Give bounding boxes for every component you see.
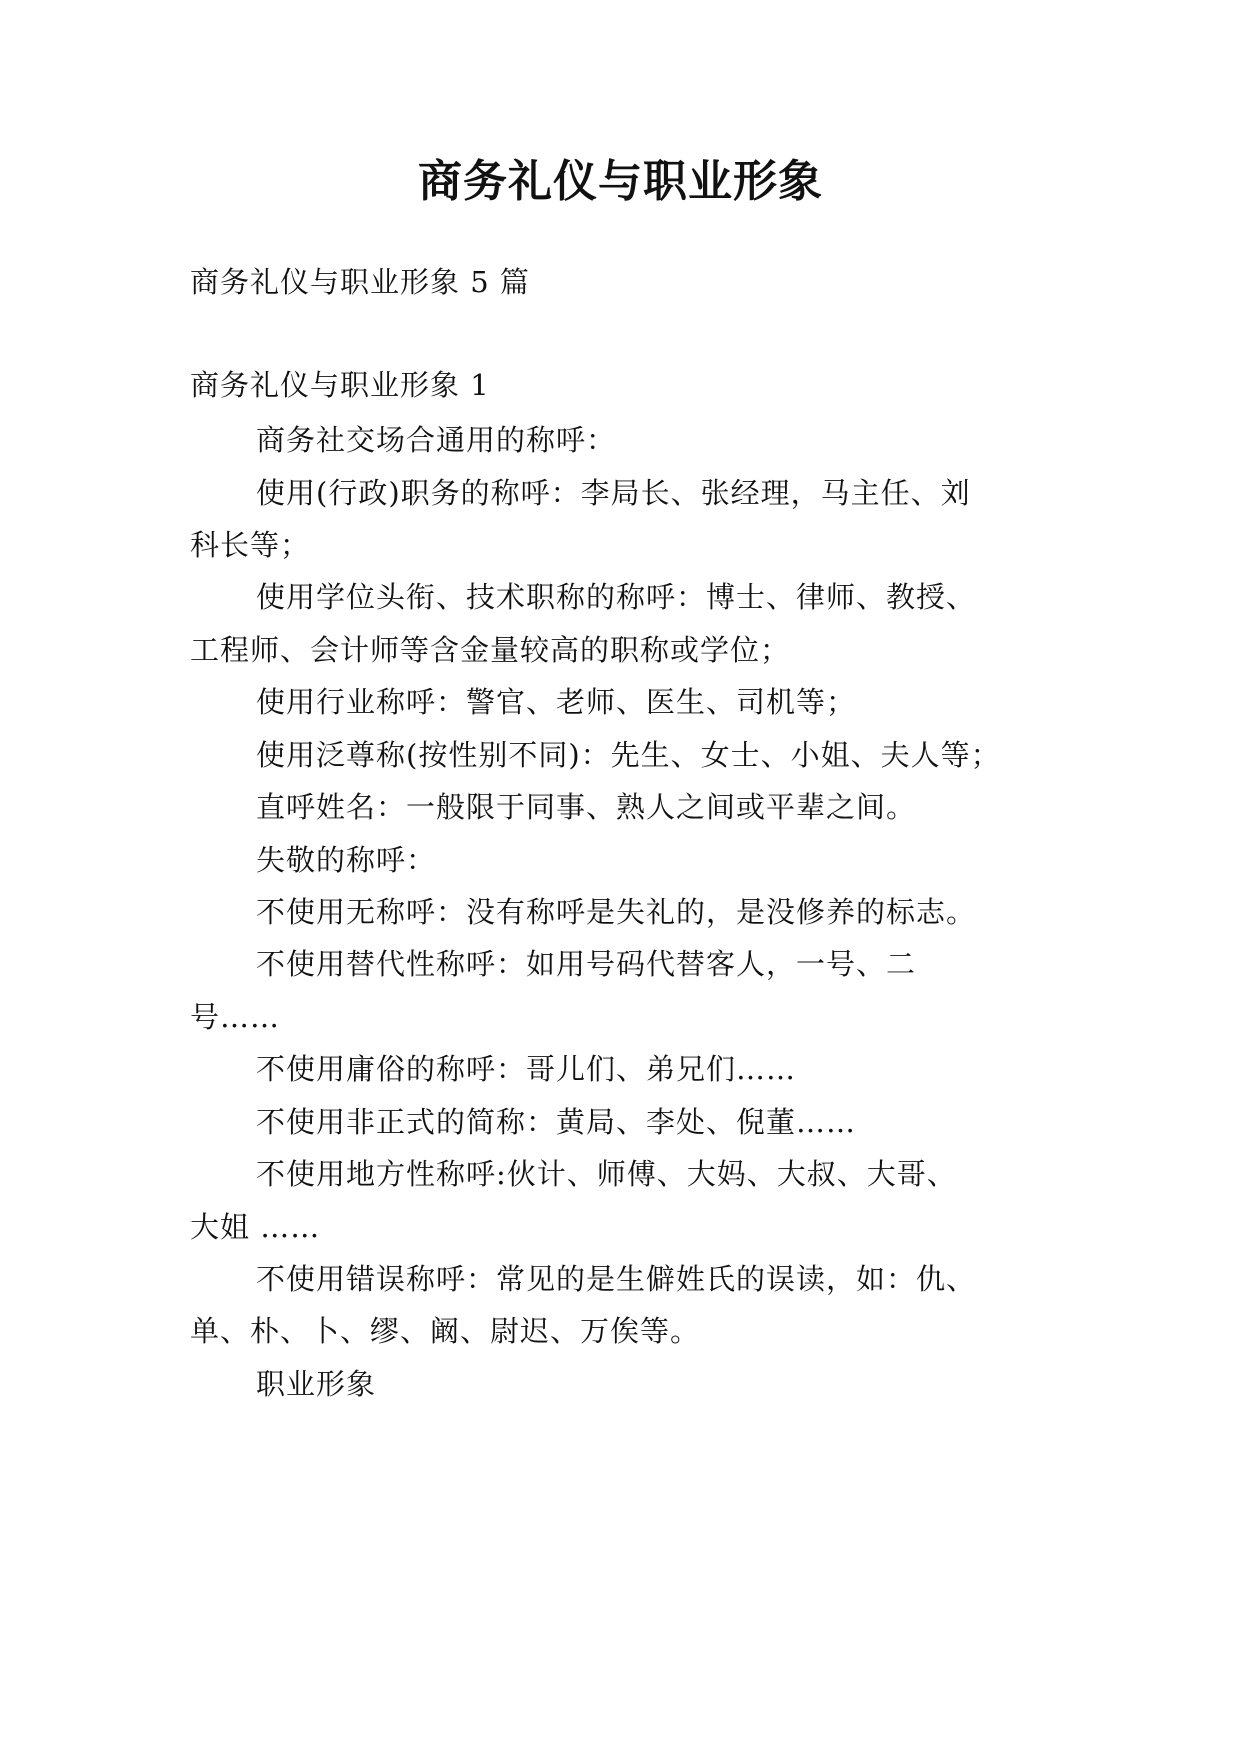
- paragraph-line: 不使用地方性称呼:伙计、师傅、大妈、大叔、大哥、: [256, 1157, 957, 1191]
- paragraph-line: 不使用非正式的简称：黄局、李处、倪董……: [256, 1105, 857, 1139]
- paragraph-line: 失敬的称呼：: [256, 843, 437, 877]
- paragraph-line: 不使用无称呼：没有称呼是失礼的，是没修养的标志。: [256, 895, 977, 929]
- paragraph-line: 商务社交场合通用的称呼：: [256, 423, 617, 457]
- paragraph-line: 不使用庸俗的称呼：哥儿们、弟兄们……: [256, 1052, 797, 1086]
- paragraph-line: 号……: [190, 1000, 281, 1034]
- document-title: 商务礼仪与职业形象: [418, 156, 823, 207]
- paragraph-line: 不使用替代性称呼：如用号码代替客人，一号、二: [256, 947, 917, 981]
- document-subtitle: 商务礼仪与职业形象 5 篇: [190, 265, 530, 299]
- paragraph-line: 工程师、会计师等含金量较高的职称或学位；: [190, 633, 791, 667]
- paragraph-line: 使用(行政)职务的称呼：李局长、张经理，马主任、刘: [256, 476, 971, 510]
- paragraph-line: 不使用错误称呼：常见的是生僻姓氏的误读，如：仇、: [256, 1262, 977, 1296]
- paragraph-line: 科长等；: [190, 528, 311, 562]
- paragraph-line: 职业形象: [256, 1367, 377, 1401]
- paragraph-line: 单、朴、卜、缪、阚、尉迟、万俟等。: [190, 1314, 701, 1348]
- paragraph-line: 使用学位头衔、技术职称的称呼：博士、律师、教授、: [256, 580, 977, 614]
- section-heading: 商务礼仪与职业形象 1: [190, 368, 490, 402]
- paragraph-line: 大姐 ……: [190, 1210, 321, 1244]
- paragraph-line: 使用泛尊称(按性别不同)：先生、女士、小姐、夫人等；: [256, 738, 1001, 772]
- paragraph-line: 使用行业称呼：警官、老师、医生、司机等；: [256, 685, 857, 719]
- paragraph-line: 直呼姓名：一般限于同事、熟人之间或平辈之间。: [256, 790, 917, 824]
